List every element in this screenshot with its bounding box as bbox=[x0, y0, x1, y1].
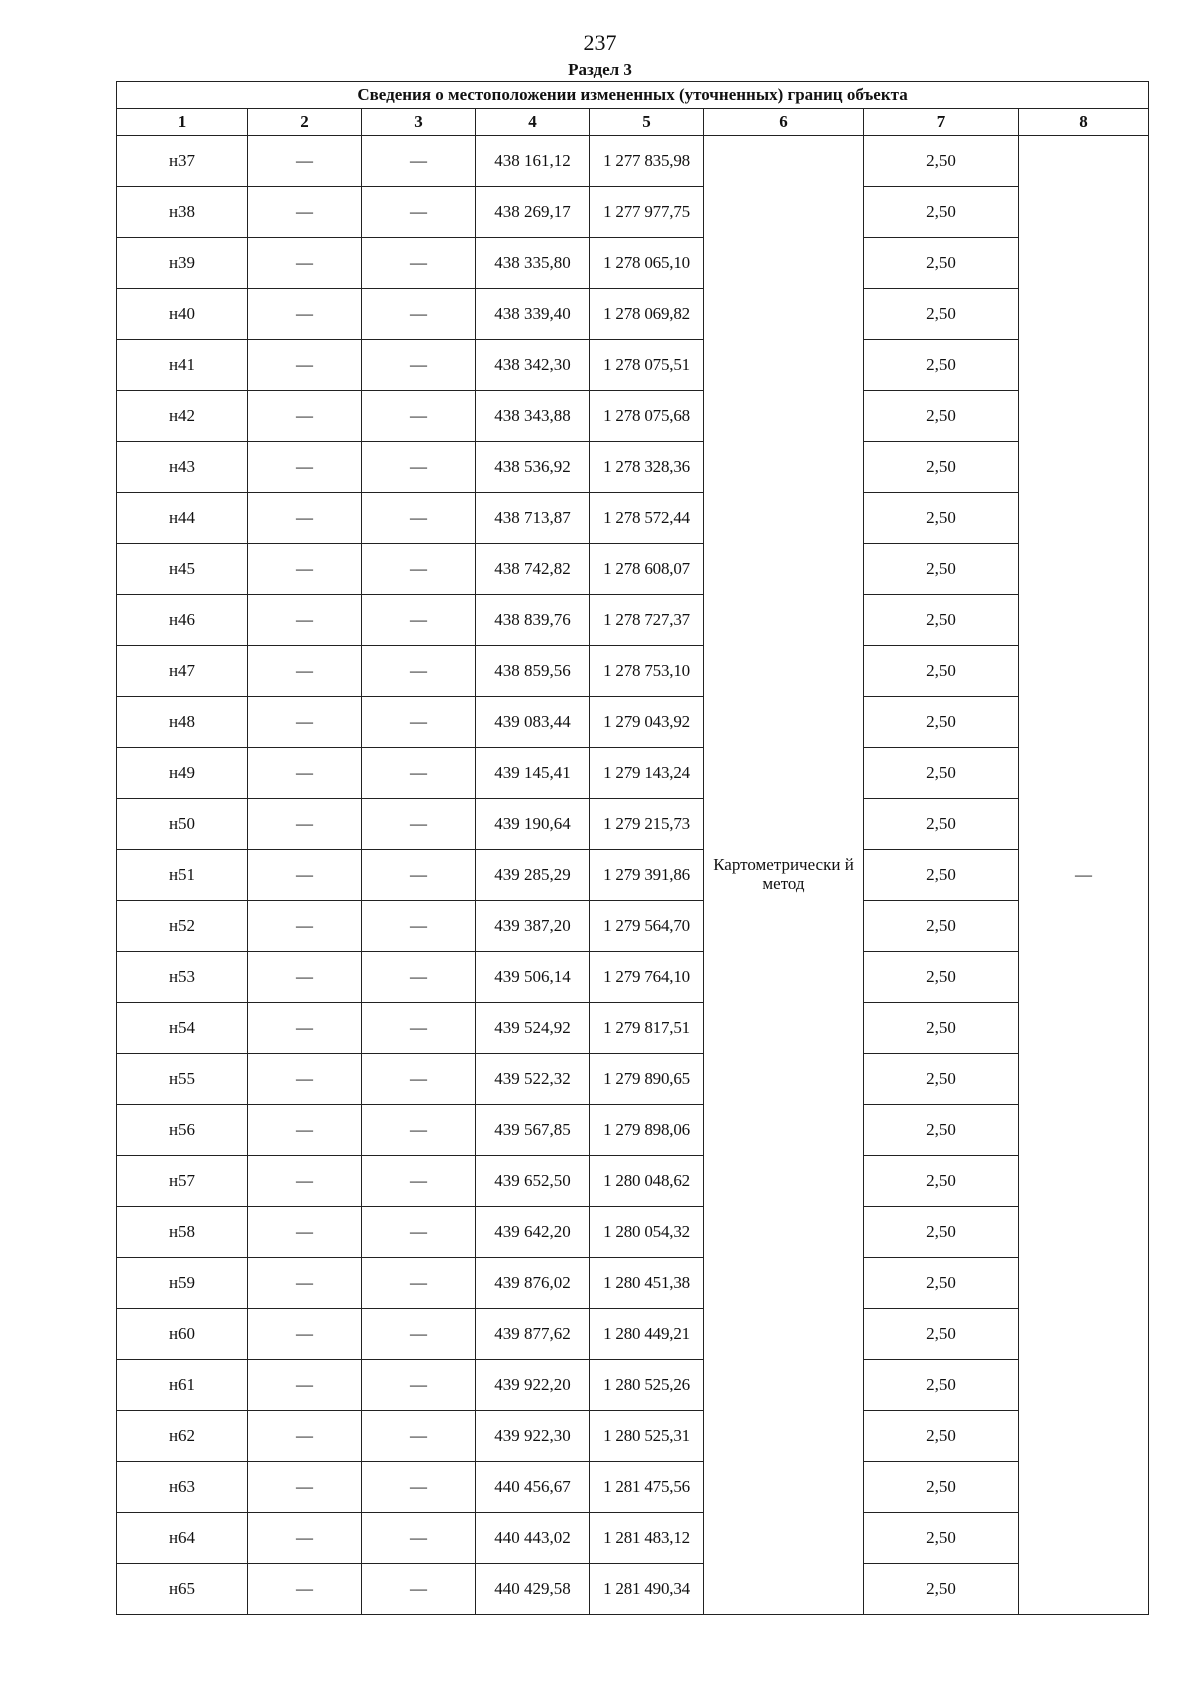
coordinates-table bbox=[116, 81, 1149, 1615]
col3-cell: — bbox=[362, 1462, 476, 1513]
column-number-8: 8 bbox=[1019, 109, 1149, 136]
col3-cell: — bbox=[362, 748, 476, 799]
point-cell: н39 bbox=[117, 238, 248, 289]
col3-cell: — bbox=[362, 1054, 476, 1105]
point-cell: н64 bbox=[117, 1513, 248, 1564]
col2-cell: — bbox=[248, 901, 362, 952]
col3-cell: — bbox=[362, 1258, 476, 1309]
point-cell: н58 bbox=[117, 1207, 248, 1258]
table-row bbox=[117, 1309, 1149, 1360]
x-coordinate-cell: 440 429,58 bbox=[476, 1564, 590, 1615]
accuracy-cell: 2,50 bbox=[864, 136, 1019, 187]
accuracy-cell: 2,50 bbox=[864, 1003, 1019, 1054]
table-row bbox=[117, 1360, 1149, 1411]
y-coordinate-cell: 1 279 043,92 bbox=[590, 697, 704, 748]
accuracy-cell: 2,50 bbox=[864, 544, 1019, 595]
y-coordinate-cell: 1 279 143,24 bbox=[590, 748, 704, 799]
x-coordinate-cell: 439 922,30 bbox=[476, 1411, 590, 1462]
y-coordinate-cell: 1 281 475,56 bbox=[590, 1462, 704, 1513]
col2-cell: — bbox=[248, 1564, 362, 1615]
table-row bbox=[117, 391, 1149, 442]
y-coordinate-cell: 1 279 817,51 bbox=[590, 1003, 704, 1054]
col2-cell: — bbox=[248, 1360, 362, 1411]
x-coordinate-cell: 440 456,67 bbox=[476, 1462, 590, 1513]
col2-cell: — bbox=[248, 238, 362, 289]
col3-cell: — bbox=[362, 391, 476, 442]
col2-cell: — bbox=[248, 187, 362, 238]
point-cell: н40 bbox=[117, 289, 248, 340]
y-coordinate-cell: 1 279 564,70 bbox=[590, 901, 704, 952]
col3-cell: — bbox=[362, 799, 476, 850]
point-cell: н57 bbox=[117, 1156, 248, 1207]
col2-cell: — bbox=[248, 1156, 362, 1207]
col2-cell: — bbox=[248, 1003, 362, 1054]
table-row bbox=[117, 238, 1149, 289]
x-coordinate-cell: 440 443,02 bbox=[476, 1513, 590, 1564]
accuracy-cell: 2,50 bbox=[864, 1105, 1019, 1156]
col2-cell: — bbox=[248, 1207, 362, 1258]
y-coordinate-cell: 1 281 483,12 bbox=[590, 1513, 704, 1564]
col2-cell: — bbox=[248, 340, 362, 391]
y-coordinate-cell: 1 280 449,21 bbox=[590, 1309, 704, 1360]
col2-cell: — bbox=[248, 799, 362, 850]
point-cell: н59 bbox=[117, 1258, 248, 1309]
point-cell: н43 bbox=[117, 442, 248, 493]
col3-cell: — bbox=[362, 238, 476, 289]
col3-cell: — bbox=[362, 850, 476, 901]
accuracy-cell: 2,50 bbox=[864, 1411, 1019, 1462]
x-coordinate-cell: 439 524,92 bbox=[476, 1003, 590, 1054]
y-coordinate-cell: 1 278 753,10 bbox=[590, 646, 704, 697]
method-cell: Картометрически й метод bbox=[704, 136, 864, 1615]
col3-cell: — bbox=[362, 646, 476, 697]
x-coordinate-cell: 438 859,56 bbox=[476, 646, 590, 697]
column-number-4: 4 bbox=[476, 109, 590, 136]
x-coordinate-cell: 439 083,44 bbox=[476, 697, 590, 748]
col3-cell: — bbox=[362, 595, 476, 646]
accuracy-cell: 2,50 bbox=[864, 1564, 1019, 1615]
table-row bbox=[117, 799, 1149, 850]
y-coordinate-cell: 1 278 608,07 bbox=[590, 544, 704, 595]
accuracy-cell: 2,50 bbox=[864, 850, 1019, 901]
x-coordinate-cell: 438 342,30 bbox=[476, 340, 590, 391]
point-cell: н54 bbox=[117, 1003, 248, 1054]
table-caption: Сведения о местоположении измененных (уточненных) границ объекта bbox=[117, 82, 1149, 109]
table-row bbox=[117, 1054, 1149, 1105]
table-row bbox=[117, 493, 1149, 544]
point-cell: н61 bbox=[117, 1360, 248, 1411]
col2-cell: — bbox=[248, 952, 362, 1003]
col3-cell: — bbox=[362, 544, 476, 595]
point-cell: н65 bbox=[117, 1564, 248, 1615]
column-number-1: 1 bbox=[117, 109, 248, 136]
x-coordinate-cell: 439 506,14 bbox=[476, 952, 590, 1003]
x-coordinate-cell: 439 922,20 bbox=[476, 1360, 590, 1411]
x-coordinate-cell: 438 536,92 bbox=[476, 442, 590, 493]
point-cell: н60 bbox=[117, 1309, 248, 1360]
col2-cell: — bbox=[248, 748, 362, 799]
y-coordinate-cell: 1 278 075,68 bbox=[590, 391, 704, 442]
col2-cell: — bbox=[248, 1462, 362, 1513]
table-row bbox=[117, 1564, 1149, 1615]
table-row bbox=[117, 595, 1149, 646]
table-row bbox=[117, 289, 1149, 340]
table-row bbox=[117, 340, 1149, 391]
x-coordinate-cell: 439 652,50 bbox=[476, 1156, 590, 1207]
point-cell: н45 bbox=[117, 544, 248, 595]
point-cell: н42 bbox=[117, 391, 248, 442]
table-caption-row bbox=[117, 82, 1149, 109]
y-coordinate-cell: 1 278 572,44 bbox=[590, 493, 704, 544]
point-cell: н46 bbox=[117, 595, 248, 646]
table-row bbox=[117, 850, 1149, 901]
table-row bbox=[117, 1513, 1149, 1564]
y-coordinate-cell: 1 277 835,98 bbox=[590, 136, 704, 187]
x-coordinate-cell: 439 876,02 bbox=[476, 1258, 590, 1309]
point-cell: н52 bbox=[117, 901, 248, 952]
col3-cell: — bbox=[362, 340, 476, 391]
point-cell: н47 bbox=[117, 646, 248, 697]
y-coordinate-cell: 1 278 065,10 bbox=[590, 238, 704, 289]
x-coordinate-cell: 439 877,62 bbox=[476, 1309, 590, 1360]
accuracy-cell: 2,50 bbox=[864, 646, 1019, 697]
x-coordinate-cell: 438 339,40 bbox=[476, 289, 590, 340]
x-coordinate-cell: 438 713,87 bbox=[476, 493, 590, 544]
col2-cell: — bbox=[248, 646, 362, 697]
table-row bbox=[117, 544, 1149, 595]
point-cell: н37 bbox=[117, 136, 248, 187]
x-coordinate-cell: 439 387,20 bbox=[476, 901, 590, 952]
accuracy-cell: 2,50 bbox=[864, 595, 1019, 646]
column-number-7: 7 bbox=[864, 109, 1019, 136]
col2-cell: — bbox=[248, 289, 362, 340]
column-number-2: 2 bbox=[248, 109, 362, 136]
col2-cell: — bbox=[248, 544, 362, 595]
table-row bbox=[117, 646, 1149, 697]
table-row bbox=[117, 1411, 1149, 1462]
x-coordinate-cell: 438 343,88 bbox=[476, 391, 590, 442]
column-number-5: 5 bbox=[590, 109, 704, 136]
accuracy-cell: 2,50 bbox=[864, 748, 1019, 799]
x-coordinate-cell: 439 190,64 bbox=[476, 799, 590, 850]
col2-cell: — bbox=[248, 1105, 362, 1156]
table-row bbox=[117, 1105, 1149, 1156]
table-row bbox=[117, 442, 1149, 493]
accuracy-cell: 2,50 bbox=[864, 901, 1019, 952]
y-coordinate-cell: 1 279 898,06 bbox=[590, 1105, 704, 1156]
table-row bbox=[117, 697, 1149, 748]
col3-cell: — bbox=[362, 1564, 476, 1615]
x-coordinate-cell: 439 522,32 bbox=[476, 1054, 590, 1105]
col2-cell: — bbox=[248, 1309, 362, 1360]
point-cell: н50 bbox=[117, 799, 248, 850]
table-row bbox=[117, 748, 1149, 799]
point-cell: н41 bbox=[117, 340, 248, 391]
y-coordinate-cell: 1 277 977,75 bbox=[590, 187, 704, 238]
table-row bbox=[117, 187, 1149, 238]
col3-cell: — bbox=[362, 442, 476, 493]
column-number-3: 3 bbox=[362, 109, 476, 136]
col3-cell: — bbox=[362, 1411, 476, 1462]
accuracy-cell: 2,50 bbox=[864, 289, 1019, 340]
x-coordinate-cell: 438 839,76 bbox=[476, 595, 590, 646]
section-title: Раздел 3 bbox=[568, 60, 632, 79]
y-coordinate-cell: 1 279 215,73 bbox=[590, 799, 704, 850]
x-coordinate-cell: 438 269,17 bbox=[476, 187, 590, 238]
point-cell: н56 bbox=[117, 1105, 248, 1156]
col3-cell: — bbox=[362, 901, 476, 952]
col2-cell: — bbox=[248, 697, 362, 748]
accuracy-cell: 2,50 bbox=[864, 187, 1019, 238]
accuracy-cell: 2,50 bbox=[864, 1309, 1019, 1360]
point-cell: н48 bbox=[117, 697, 248, 748]
y-coordinate-cell: 1 280 054,32 bbox=[590, 1207, 704, 1258]
col2-cell: — bbox=[248, 595, 362, 646]
col3-cell: — bbox=[362, 1156, 476, 1207]
accuracy-cell: 2,50 bbox=[864, 1156, 1019, 1207]
table-row bbox=[117, 1003, 1149, 1054]
accuracy-cell: 2,50 bbox=[864, 1513, 1019, 1564]
column-number-row bbox=[117, 109, 1149, 136]
point-cell: н63 bbox=[117, 1462, 248, 1513]
col3-cell: — bbox=[362, 1207, 476, 1258]
col2-cell: — bbox=[248, 1513, 362, 1564]
y-coordinate-cell: 1 279 890,65 bbox=[590, 1054, 704, 1105]
accuracy-cell: 2,50 bbox=[864, 1360, 1019, 1411]
accuracy-cell: 2,50 bbox=[864, 391, 1019, 442]
x-coordinate-cell: 439 145,41 bbox=[476, 748, 590, 799]
accuracy-cell: 2,50 bbox=[864, 1207, 1019, 1258]
point-cell: н55 bbox=[117, 1054, 248, 1105]
y-coordinate-cell: 1 280 048,62 bbox=[590, 1156, 704, 1207]
col3-cell: — bbox=[362, 136, 476, 187]
accuracy-cell: 2,50 bbox=[864, 952, 1019, 1003]
accuracy-cell: 2,50 bbox=[864, 1462, 1019, 1513]
col3-cell: — bbox=[362, 493, 476, 544]
page-number: 237 bbox=[583, 30, 617, 55]
accuracy-cell: 2,50 bbox=[864, 442, 1019, 493]
col3-cell: — bbox=[362, 1309, 476, 1360]
table-row bbox=[117, 1156, 1149, 1207]
table-row bbox=[117, 952, 1149, 1003]
y-coordinate-cell: 1 278 727,37 bbox=[590, 595, 704, 646]
y-coordinate-cell: 1 280 525,26 bbox=[590, 1360, 704, 1411]
col2-cell: — bbox=[248, 136, 362, 187]
y-coordinate-cell: 1 278 328,36 bbox=[590, 442, 704, 493]
point-cell: н62 bbox=[117, 1411, 248, 1462]
accuracy-cell: 2,50 bbox=[864, 493, 1019, 544]
y-coordinate-cell: 1 281 490,34 bbox=[590, 1564, 704, 1615]
point-cell: н38 bbox=[117, 187, 248, 238]
col2-cell: — bbox=[248, 442, 362, 493]
table-row bbox=[117, 1258, 1149, 1309]
table-row bbox=[117, 136, 1149, 187]
x-coordinate-cell: 439 567,85 bbox=[476, 1105, 590, 1156]
accuracy-cell: 2,50 bbox=[864, 340, 1019, 391]
col3-cell: — bbox=[362, 187, 476, 238]
col2-cell: — bbox=[248, 850, 362, 901]
col3-cell: — bbox=[362, 1105, 476, 1156]
col2-cell: — bbox=[248, 493, 362, 544]
col3-cell: — bbox=[362, 1513, 476, 1564]
x-coordinate-cell: 439 642,20 bbox=[476, 1207, 590, 1258]
col3-cell: — bbox=[362, 289, 476, 340]
y-coordinate-cell: 1 278 075,51 bbox=[590, 340, 704, 391]
y-coordinate-cell: 1 278 069,82 bbox=[590, 289, 704, 340]
accuracy-cell: 2,50 bbox=[864, 697, 1019, 748]
table-row bbox=[117, 1207, 1149, 1258]
col8-cell: — bbox=[1019, 136, 1149, 1615]
point-cell: н49 bbox=[117, 748, 248, 799]
x-coordinate-cell: 438 742,82 bbox=[476, 544, 590, 595]
y-coordinate-cell: 1 279 764,10 bbox=[590, 952, 704, 1003]
x-coordinate-cell: 438 335,80 bbox=[476, 238, 590, 289]
accuracy-cell: 2,50 bbox=[864, 799, 1019, 850]
column-number-6: 6 bbox=[704, 109, 864, 136]
table-row bbox=[117, 901, 1149, 952]
point-cell: н44 bbox=[117, 493, 248, 544]
col2-cell: — bbox=[248, 1054, 362, 1105]
col3-cell: — bbox=[362, 1003, 476, 1054]
accuracy-cell: 2,50 bbox=[864, 1054, 1019, 1105]
point-cell: н51 bbox=[117, 850, 248, 901]
col3-cell: — bbox=[362, 952, 476, 1003]
x-coordinate-cell: 438 161,12 bbox=[476, 136, 590, 187]
x-coordinate-cell: 439 285,29 bbox=[476, 850, 590, 901]
y-coordinate-cell: 1 280 451,38 bbox=[590, 1258, 704, 1309]
point-cell: н53 bbox=[117, 952, 248, 1003]
col2-cell: — bbox=[248, 1258, 362, 1309]
col2-cell: — bbox=[248, 391, 362, 442]
table-row bbox=[117, 1462, 1149, 1513]
y-coordinate-cell: 1 280 525,31 bbox=[590, 1411, 704, 1462]
accuracy-cell: 2,50 bbox=[864, 1258, 1019, 1309]
accuracy-cell: 2,50 bbox=[864, 238, 1019, 289]
col2-cell: — bbox=[248, 1411, 362, 1462]
col3-cell: — bbox=[362, 697, 476, 748]
col3-cell: — bbox=[362, 1360, 476, 1411]
y-coordinate-cell: 1 279 391,86 bbox=[590, 850, 704, 901]
